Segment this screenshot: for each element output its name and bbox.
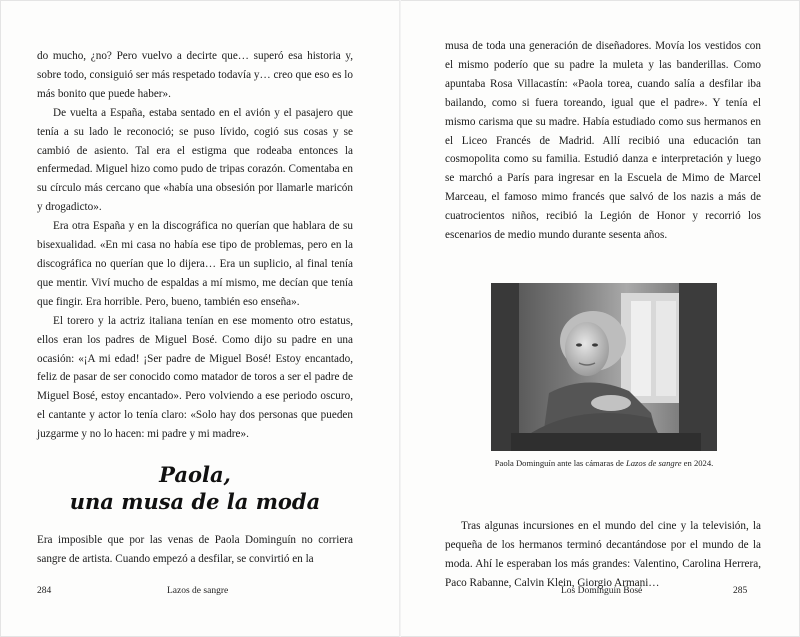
running-head: Los Dominguín Bosé bbox=[561, 586, 643, 596]
right-body-text-bottom bbox=[445, 517, 761, 593]
photo-caption bbox=[461, 458, 747, 468]
right-body-text-top bbox=[445, 37, 761, 245]
paragraph: De vuelta a España, estaba sentado en el avión y el pasajero que tenía a su lado le reconoció; se puso lívido, cogió sus cosas y se cambió de asiento. Tal era el estigma que rodeaba entonces la enfermedad. Miguel hizo como pudo de tripas corazón. Comentaba en su círculo más cercano que «había una obsesión por llamarle maricón y drogadicto». bbox=[37, 106, 353, 214]
left-body-text-top bbox=[37, 47, 353, 444]
caption-book-title: Lazos de sangre bbox=[625, 458, 682, 468]
page-number: 284 bbox=[37, 586, 52, 596]
paragraph: do mucho, ¿no? Pero vuelvo a decirte que… superó esa historia y, sobre todo, consiguió ser más respetado todavía y… creo que eso es lo más bonito que puede haber». bbox=[37, 50, 353, 100]
paragraph: Era otra España y en la discográfica no querían que hablara de su bisexualidad. «En mi casa no había ese tipo de problemas, pero en la discográfica no querían que lo dijera… Era un suplicio, al final tenía que mentir. Viví mucho de espaldas a mí mismo, me decían que tenía que fingir. Era horrible. Pero, bueno, también eso enseña». bbox=[37, 220, 353, 308]
running-head: Lazos de sangre bbox=[167, 586, 229, 596]
chapter-title-line-1: Paola, bbox=[159, 462, 231, 487]
woman-portrait-photo bbox=[491, 283, 717, 451]
right-page bbox=[401, 0, 800, 637]
left-body-text-bottom bbox=[37, 531, 353, 569]
paragraph: musa de toda una generación de diseñadores. Movía los vestidos con el mismo poderío que su padre la muleta y las banderillas. Como apuntaba Rosa Villacastín: «Paola torea, cuando salía a desfilar iba bailando, como si fuera toreando, igual que el padre». Y tenía el mismo carisma que su madre. Había estudiado como sus hermanos en el Liceo Francés de Madrid. Allí recibió una educación tan cosmopolita como su familia. Estudió danza e interpretación y luego se marchó a París para ingresar en la Escuela de Mimo de Marcel Marceau, el famoso mimo francés que salvó de los nazis a más de cuatrocientos niños, recibió la Legión de Honor y recorrió los escenarios de medio mundo durante sesenta años. bbox=[445, 40, 761, 242]
portrait-image bbox=[491, 283, 717, 451]
chapter-title-line-2: una musa de la moda bbox=[69, 489, 321, 514]
paragraph: El torero y la actriz italiana tenían en ese momento otro estatus, ellos eran los padres de Miguel Bosé. Como dijo su padre en una ocasión: «¡A mi edad! ¡Ser padre de Miguel Bosé! Estoy encantado, feliz de pasar de ser conocido como matador de toros a ser el padre de Miguel Bosé, estoy encantado». Pero volviendo a ese periodo oscuro, el cantante y actor lo tenía claro: «Solo hay dos personas que pueden juzgarme y no lo hacen: mi padre y mi madre». bbox=[37, 314, 353, 441]
page-number: 285 bbox=[733, 586, 748, 596]
chapter-title bbox=[37, 461, 353, 515]
paragraph: Tras algunas incursiones en el mundo del cine y la televisión, la pequeña de los hermanos terminó decantándose por el mundo de la moda. Ahí le esperaban los más grandes: Valentino, Carolina Herrera, Paco Rabanne, Calvin Klein, Giorgio Armani… bbox=[445, 520, 761, 589]
caption-prefix: Paola Dominguín ante las cámaras de bbox=[494, 458, 626, 468]
caption-suffix: en 2024. bbox=[681, 458, 714, 468]
paragraph: Era imposible que por las venas de Paola Dominguín no corriera sangre de artista. Cuando empezó a desfilar, se convirtió en la bbox=[37, 534, 353, 565]
